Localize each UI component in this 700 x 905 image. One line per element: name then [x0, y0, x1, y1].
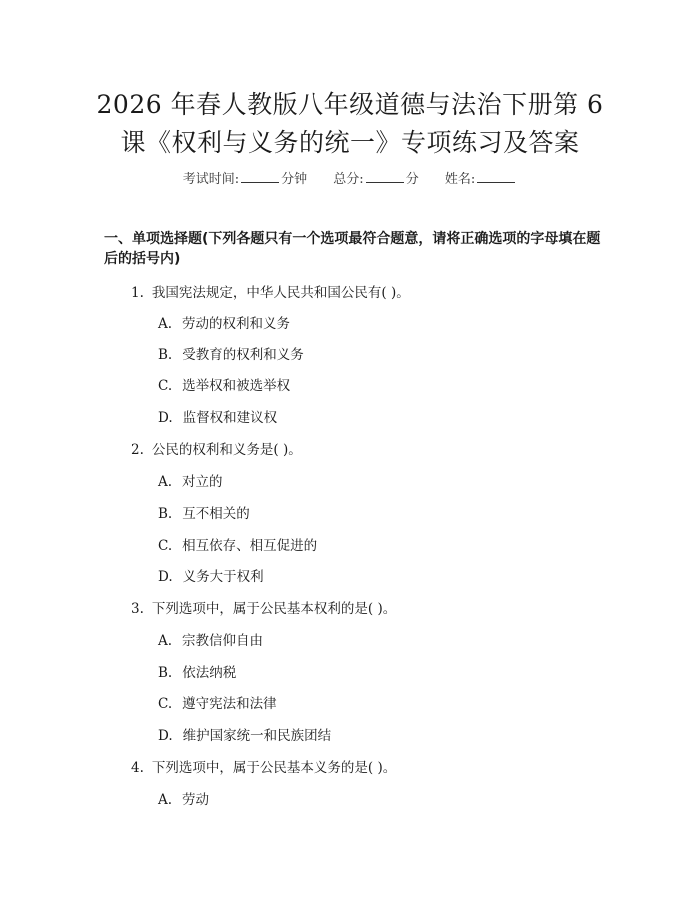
option-text: 选举权和被选举权: [182, 378, 291, 394]
option-text: 劳动的权利和义务: [182, 316, 291, 332]
student-name-blank: [477, 168, 515, 183]
question-4-option-a: [158, 790, 209, 810]
option-text: 劳动: [182, 792, 210, 808]
question-2-option-b: [158, 504, 250, 524]
student-name-label: 姓名:: [444, 172, 476, 187]
question-3-option-c: [158, 694, 277, 714]
question-3-option-d: [158, 726, 331, 746]
option-letter: D.: [158, 728, 173, 744]
question-1-option-b: [158, 345, 304, 365]
question-2-option-d: [158, 567, 264, 587]
option-text: 维护国家统一和民族团结: [182, 728, 332, 744]
question-number: 3.: [131, 601, 144, 617]
question-text: 下列选项中，属于公民基本权利的是( )。: [151, 601, 397, 617]
option-letter: B.: [158, 506, 173, 522]
question-text: 公民的权利和义务是( )。: [151, 442, 302, 458]
option-letter: A.: [158, 633, 173, 649]
exam-meta: [0, 168, 700, 190]
document-title: 2026 年春人教版八年级道德与法治下册第 6 课《权利与义务的统一》专项练习及答案: [96, 90, 604, 157]
question-number: 2.: [131, 442, 144, 458]
option-letter: D.: [158, 410, 173, 426]
option-letter: A.: [158, 474, 173, 490]
question-4: [131, 758, 396, 778]
exam-time-label: 考试时间:: [182, 172, 240, 187]
question-3-option-b: [158, 663, 236, 683]
exam-time: [183, 168, 307, 190]
question-1-option-c: [158, 376, 290, 396]
exam-time-unit: 分钟: [281, 172, 308, 187]
option-text: 遵守宪法和法律: [182, 696, 277, 712]
option-text: 监督权和建议权: [182, 410, 278, 426]
option-letter: B.: [158, 665, 173, 681]
question-2: [131, 440, 302, 460]
option-letter: B.: [158, 347, 173, 363]
option-text: 宗教信仰自由: [182, 633, 264, 649]
option-letter: C.: [158, 378, 173, 394]
option-text: 依法纳税: [182, 665, 237, 681]
option-text: 义务大于权利: [182, 569, 264, 585]
option-letter: C.: [158, 696, 173, 712]
question-number: 4.: [131, 760, 144, 776]
option-letter: D.: [158, 569, 173, 585]
total-score-unit: 分: [405, 172, 419, 187]
question-1-option-a: [158, 314, 290, 334]
exam-time-blank: [241, 168, 279, 183]
question-number: 1.: [131, 285, 144, 301]
question-3-option-a: [158, 631, 263, 651]
student-name: [445, 168, 517, 190]
total-score-label: 总分:: [333, 172, 364, 187]
question-2-option-c: [158, 536, 317, 556]
option-text: 互不相关的: [182, 506, 250, 522]
option-text: 相互依存、相互促进的: [182, 538, 318, 554]
section-heading: 一、单项选择题(下列各题只有一个选项最符合题意，请将正确选项的字母填在题后的括号内): [104, 231, 601, 267]
question-1-option-d: [158, 408, 277, 428]
option-letter: C.: [158, 538, 173, 554]
question-1: [131, 283, 410, 303]
question-2-option-a: [158, 472, 223, 492]
option-letter: A.: [158, 316, 173, 332]
option-text: 受教育的权利和义务: [182, 347, 304, 363]
option-text: 对立的: [182, 474, 223, 490]
question-3: [131, 599, 396, 619]
option-letter: A.: [158, 792, 173, 808]
question-text: 下列选项中，属于公民基本义务的是( )。: [151, 760, 397, 776]
total-score: [333, 168, 418, 190]
total-score-blank: [366, 168, 404, 183]
question-text: 我国宪法规定，中华人民共和国公民有( )。: [151, 285, 410, 301]
